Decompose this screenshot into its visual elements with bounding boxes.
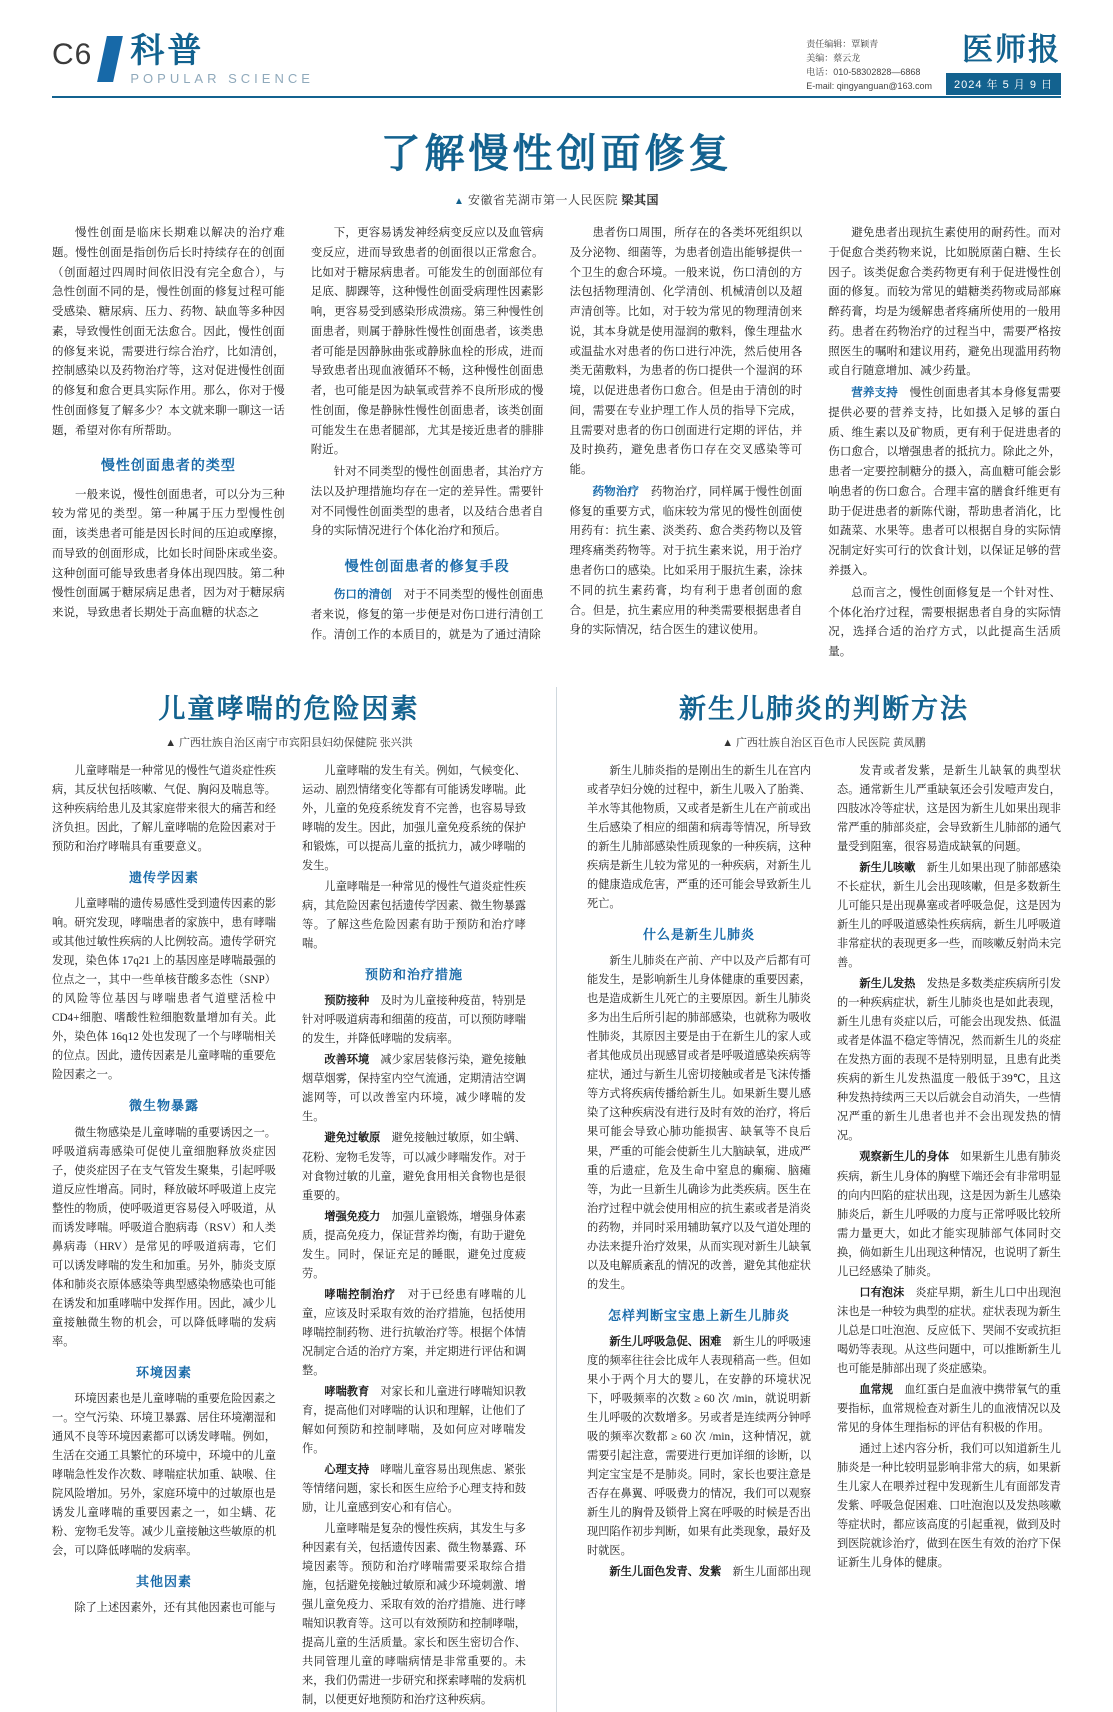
article-byline-affiliation: 广西壮族自治区百色市人民医院: [735, 736, 890, 749]
feature-byline: [0, 191, 1113, 208]
paragraph: 儿童哮喘是一种常见的慢性气道炎症性疾病，其危险因素包括遗传学因素、微生物暴露等。了解这些危险因素有助于预防和治疗哮喘。: [302, 881, 526, 951]
article-columns: [52, 762, 526, 1712]
section-mark-icon: [97, 36, 123, 82]
pneumonia-column-1: [587, 762, 811, 1584]
article-childhood-asthma: [52, 687, 526, 1712]
feature-column-2: [311, 224, 544, 665]
article-neonatal-pneumonia: [587, 687, 1061, 1712]
credit-line-4: E-mail: qingyanguan@163.com: [806, 80, 932, 91]
subheading-genetics: 遗传学因素: [128, 870, 199, 885]
subheading-how-to-judge: 怎样判断宝宝患上新生儿肺炎: [607, 1307, 790, 1323]
lead-in-improve-environment: 改善环境: [324, 1054, 370, 1067]
lead-in-psychological-support: 心理支持: [324, 1464, 370, 1476]
paragraph: 一般来说，慢性创面患者，可以分为三种较为常见的类型。第一种属于压力型慢性创面，该类患者可能是因长时间的压迫或摩擦，而导致的创面形成，比如长时间卧床或坐姿。这种创面可能导致患者身体出现四肢。第二种慢性创面属于糖尿病足患者，因为对于糖尿病来说，导致患者长期处于高血糖的状态之: [52, 488, 285, 620]
lead-in-nutrition-support: 营养支持: [851, 387, 898, 400]
article-title: 儿童哮喘的危险因素: [158, 693, 420, 724]
paragraph: 发青或者发紫，是新生儿缺氧的典型状态。通常新生儿严重缺氧还会引发噎声发白，四肢冰冷等症状，这是因为新生儿如果出现非常严重的肺部炎症，会导致新生儿肺部的通气量受到阻塞，很容易造成缺氧的问题。: [837, 764, 1061, 853]
feature-byline-author: 梁其国: [621, 193, 659, 207]
subheading-patient-types: 慢性创面患者的类型: [100, 457, 236, 474]
paragraph: 针对不同类型的慢性创面患者，其治疗方法以及护理措施均存在一定的差异性。需要针对不同慢性创面类型的患者，以及结合患者自身的实际情况进行个体化治疗和预后。: [310, 466, 544, 538]
section-title-cn: 科普: [130, 32, 205, 70]
subheading-repair-methods: 慢性创面患者的修复手段: [344, 558, 510, 575]
paragraph: 下，更容易诱发神经病变反应以及血管病变反应，进而导致患者的创面很以正常愈合。比如对于糖尿病患者。可能发生的创面部位有足底、脚踝等，这种慢性创面受病理性因素影响，更容易受到感染形成溃疡。第三种慢性创面患者，则属于静脉性慢性创面患者，该类患者可能是因静脉曲张或静脉血栓的形成，进而导致患者出现血液循环不畅，这种慢性创面患者，也可能是因为缺氧或营养不良所形成的慢性创面，像是静脉性慢性创面患者，该类创面可能发生在患者腿部，尤其是接近患者的腓腓附近。: [310, 227, 544, 457]
lead-in-mouth-foam: 口有泡沫: [859, 1286, 905, 1299]
credit-line-1: 责任编辑：覃颖青: [806, 39, 879, 49]
asthma-column-1: [52, 762, 276, 1712]
section-title-block: [130, 34, 314, 85]
paragraph-text: 避免接触过敏原，如尘螨、花粉、宠物毛发等，可以减少哮喘发作。对于对食物过敏的儿童，避免食用相关食物也是很重要的。: [302, 1132, 526, 1202]
feature-column-4: [828, 224, 1061, 665]
masthead-right: [806, 34, 1061, 95]
feature-columns: [52, 224, 1061, 665]
lead-in-drug-therapy: 药物治疗: [592, 485, 640, 498]
feature-byline-affiliation: 安徽省芜湖市第一人民医院: [467, 193, 618, 207]
subheading-other-factors: 其他因素: [135, 1574, 192, 1590]
paragraph: 儿童哮喘是一种常见的慢性气道炎症性疾病，其反状包括咳嗽、气促、胸闷及喘息等。这种疾病给患儿及其家庭带来很大的痛苦和经济负担。因此，了解儿童哮喘的危险因素对于预防和治疗哮喘具有重要意义。: [52, 764, 276, 853]
paragraph: 总而言之，慢性创面修复是一个针对性、个体化治疗过程，需要根据患者自身的实际情况，选择合适的治疗方式，以此提高生活质量。: [828, 586, 1061, 659]
paragraph: 环境因素也是儿童哮喘的重要危险因素之一。空气污染、环境卫暴露、居住环境潮湿和通风不良等环境因素都可以诱发哮喘。例如，生活在交通工具繁忙的环境中，环境中的儿童哮喘急性发作次数、哮喘症状加重、缺喉、住院风险增加。另外，家庭环境中的过敏原也是诱发儿童哮喘的重要因素之一，如尘螨、花粉、宠物毛发等。减少儿童接触这些敏原的机会，可以降低哮喘的发病率。: [52, 1392, 276, 1558]
paragraph: [302, 992, 526, 1049]
article-byline-author: 张兴洪: [379, 736, 413, 749]
paragraph-text: 药物治疗，同样属于慢性创面修复的重要方式，临床较为常见的慢性创面使用药有：抗生素、淡类药、愈合类药物以及管理疼痛类药物等。对于抗生素来说，用于治疗患者伤口的感染。比如采用于服抗生素，涂抹不同的抗生素药膏，均有利于患者创面的愈合。但是，抗生素应用的种类需要根据患者自身的实际情况，结合医生的建议使用。: [569, 485, 803, 637]
paragraph: [302, 1129, 526, 1205]
paragraph: [587, 1563, 811, 1582]
paragraph: 除了上述因素外，还有其他因素也可能与: [74, 1602, 276, 1615]
paragraph: [837, 859, 1061, 973]
paragraph-text: 新生儿如果出现了肺部感染不长症状，新生儿会出现咳嗽，但是多数新生儿可能只是出现鼻塞或者呼吸急促，这是因为新生儿的呼吸道感染性疾病病，新生儿呼吸道非常症状的表现更多一些，而咳嗽反射尚未完善。: [837, 862, 1061, 970]
lead-in-wound-debridement: 伤口的清创: [333, 589, 393, 602]
subheading-environment: 环境因素: [135, 1364, 192, 1380]
paragraph-text: 及时为儿童接种疫苗，特别是针对呼吸道病毒和细菌的疫苗，可以预防哮喘的发生，并降低哮喘的发病率。: [302, 995, 526, 1046]
paragraph-text: 减少家居装修污染，避免接触烟草烟雾，保持室内空气流通，定期清洁空调滤网等，可以改善室内环境，减少哮喘的发生。: [302, 1054, 526, 1124]
paragraph: [302, 1208, 526, 1284]
lead-in-blood-routine: 血常规: [859, 1383, 893, 1396]
credit-line-2: 美编：蔡云龙: [806, 52, 861, 63]
section-title-en: POPULAR SCIENCE: [130, 71, 314, 86]
triangle-icon: ▲: [722, 736, 734, 749]
lead-in-fever: 新生儿发热: [859, 978, 916, 991]
paragraph: 微生物感染是儿童哮喘的重要诱因之一。呼吸道病毒感染可促使儿童细胞释放炎症因子，使炎症因子在支气管发生聚集，引起呼吸道反应性增高。同时，释放破坏呼吸道上皮完整性的物质，使呼吸道更容易侵入呼吸道，从而诱发哮喘。呼吸道合胞病毒（RSV）和人类鼻病毒（HRV）是常见的呼吸道病毒，它们可以诱发哮喘的发生和加重。另外，肺炎支原体和肺炎衣原体感染等典型感染物感染也可能在诱发和加重哮喘中发挥作用。因此，减少儿童接触微生物的机会，可以降低哮喘的发病率。: [52, 1126, 276, 1348]
paragraph: [302, 1461, 526, 1518]
lead-in-asthma-control: 哮喘控制治疗: [324, 1288, 396, 1301]
article-byline-author: 黄凤鹏: [892, 736, 926, 749]
paragraph: [311, 586, 544, 645]
feature-column-3: [570, 224, 803, 665]
page-title: 了解慢性创面修复: [380, 132, 733, 176]
paragraph-text: 对家长和儿童进行哮喘知识教育，提高他们对哮喘的认识和理解，让他们了解如何预防和控制哮喘，及如何应对哮喘发作。: [302, 1385, 526, 1455]
paragraph-text: 新生儿的呼吸速度的频率往往会比成年人表现稍高一些。但如果小于两个月大的婴儿，在安静的环境状况下，呼吸频率的次数 ≥ 60 次 /min，就说明新生儿呼吸的次数增多。另或者是连续两分钟呼吸的频率次数都 ≥ 60 次 /min，这种情况，就需要引起注意，需要进行更加详细的诊断，以判定宝宝是不是肺炎。同时，家长也要注意是否存在鼻翼、呼吸费力的情况，我们可以观察新生儿的胸骨及锁骨上窝在呼吸的时候是否出现凹陷作初步判断，如果有此类现象，最好及时就医。: [587, 1335, 811, 1558]
article-columns: [587, 762, 1061, 1584]
lead-in-vaccination: 预防接种: [324, 995, 370, 1008]
paragraph: [302, 1286, 526, 1381]
paragraph: [587, 1333, 811, 1561]
paragraph-text: 加强儿童锻炼，增强身体素质，提高免疫力，保证营养均衡，有助于避免发生。同时，保证充足的睡眠，避免过度疲劳。: [302, 1210, 526, 1280]
pneumonia-column-2: [837, 762, 1061, 1584]
paragraph: [828, 384, 1061, 582]
paragraph-text: 对于不同类型的慢性创面患者来说，修复的第一步便是对伤口进行清创工作。清创工作的本质目的，就是为了通过清除: [310, 589, 544, 641]
paragraph: [302, 1383, 526, 1459]
subheading-what-is-neonatal-pneumonia: 什么是新生儿肺炎: [642, 927, 755, 943]
asthma-column-2: [302, 762, 526, 1712]
paragraph-text: 哮喘儿童容易出现焦虑、紧张等情绪问题，家长和医生应给予心理支持和鼓励，让儿童感到安心和有信心。: [302, 1464, 526, 1515]
paragraph-text: 血红蛋白是血液中携带氧气的重要指标，血常规检查对新生儿的血液情况以及常见的身体生理指标的评估有积极的作用。: [837, 1383, 1061, 1434]
paragraph: 通过上述内容分析，我们可以知道新生儿肺炎是一种比较明显影响非常大的病，如果新生儿家人在喂养过程中发现新生儿有面部发青发紫、呼吸急促困难、口吐泡泡以及发热咳嗽等症状时，都应该高度的引起重视，做到及时到医院就诊治疗，做到在医生有效的治疗下保证新生儿身体的健康。: [837, 1442, 1061, 1570]
lead-in-boost-immunity: 增强免疫力: [324, 1210, 381, 1223]
paragraph: 慢性创面是临床长期难以解决的治疗难题。慢性创面是指创伤后长时持续存在的创面（创面超过四周时间依旧没有完全愈合），与急性创面不同的是，慢性创面的修复过程可能受感染、糖尿病、压力、药物、缺血等多种因素，导致慢性创面无法愈合。因此，慢性创面的修复来说，需要进行综合治疗，比如清创，控制感染以及药物治疗等，这对促进慢性创面的修复和愈合更具实际作用。那么，你对于慢性创面修复了解多少？本文就来聊一聊这一话题，希望对你有所帮助。: [52, 227, 285, 437]
paragraph-text: 炎症早期，新生儿口中出现泡沫也是一种较为典型的症状。症状表现为新生儿总是口吐泡泡、反应低下、哭闹不安或抗拒喝奶等表现。从这些问题中，可以推断新生儿也可能是肺部出现了炎症感染。: [837, 1286, 1061, 1375]
paragraph: 儿童哮喘的发生有关。例如，气候变化、运动、剧烈情绪变化等都有可能诱发哮喘。此外，儿童的免疫系统发育不完善，也容易导致哮喘的发生。因此，加强儿童免疫系统的保护和锻炼，可以提高儿童的抵抗力，减少哮喘的发生。: [302, 764, 526, 872]
lead-in-asthma-education: 哮喘教育: [324, 1385, 370, 1398]
feature-column-1: [52, 224, 285, 665]
paragraph: [570, 483, 803, 641]
article-divider: [556, 687, 557, 1712]
article-byline: [587, 734, 1061, 750]
masthead-divider: [52, 96, 1061, 98]
paragraph: [837, 1148, 1061, 1281]
subheading-microbial-exposure: 微生物暴露: [128, 1098, 199, 1114]
lead-in-cough: 新生儿咳嗽: [859, 862, 916, 874]
paragraph: 儿童哮喘是复杂的慢性疾病，其发生与多种因素有关，包括遗传因素、微生物暴露、环境因素等。预防和治疗哮喘需要采取综合措施，包括避免接触过敏原和减少环境刺激、增强儿童免疫力、采取有效的治疗措施、进行哮喘知识教育等。这可以有效预防和控制哮喘，提高儿童的生活质量。家长和医生密切合作、共同管理儿童的哮喘病情是非常重要的。未来，我们仍需进一步研究和探索哮喘的发病机制，以便更好地预防和治疗这种疾病。: [302, 1523, 526, 1707]
lead-in-avoid-allergens: 避免过敏原: [324, 1132, 381, 1145]
paper-logo: [946, 34, 1061, 95]
paragraph: 儿童哮喘的遗传易感性受到遗传因素的影响。研究发现，哮喘患者的家族中，患有哮喘或其他过敏性疾病的人比例较高。遗传学研究发现，染色体 17q21 上的基因座是哮喘最强的位点之一，其中一些单核苷酸多态性（SNP）的风险等位基因与哮喘患者气道壁活检中CD4+细胞、嗜酸性粒细胞数量增加有关。此外，染色体 16q12 处也发现了一个与哮喘相关的位点。因此，遗传因素是儿童哮喘的重要危险因素之一。: [52, 898, 276, 1082]
triangle-icon: ▲: [165, 736, 177, 749]
credit-line-3: 电话：010-58302828—6868: [806, 66, 921, 77]
paragraph: [837, 1284, 1061, 1379]
publication-date: 2024 年 5 月 9 日: [946, 73, 1061, 95]
article-byline-affiliation: 广西壮族自治区南宁市宾阳县妇幼保健院: [178, 736, 377, 749]
paragraph: [837, 1381, 1061, 1438]
paper-title: 医师报: [962, 32, 1061, 67]
article-title: 新生儿肺炎的判断方法: [679, 693, 969, 724]
editor-credits: [806, 34, 932, 94]
lower-articles: [52, 687, 1061, 1712]
lead-in-rapid-breathing: 新生儿呼吸急促、困难: [609, 1335, 722, 1348]
paragraph-text: 对于已经患有哮喘的儿童，应该及时采取有效的治疗措施，包括使用哮喘控制药物、进行抗敏治疗等。根据个体情况制定合适的治疗方案，并定期进行评估和调整。: [302, 1288, 526, 1377]
lead-in-cyanosis: 新生儿面色发青、发紫: [609, 1566, 722, 1579]
article-byline: [52, 734, 526, 750]
paragraph: [837, 975, 1061, 1146]
triangle-icon: ▲: [454, 196, 465, 207]
paragraph-text: 新生儿面部出现: [732, 1566, 811, 1579]
subheading-prevention-treatment: 预防和治疗措施: [364, 967, 463, 983]
paragraph-text: 慢性创面患者其本身修复需要提供必要的营养支持，比如摄入足够的蛋白质、维生素以及矿物质，更有利于促进患者的伤口愈合，以增强患者的抵抗力。除此之外，患者一定要控制糖分的摄入，高血糖可能会影响患者的伤口愈合。合理丰富的膳食纤维更有助于促进患者的新陈代谢，帮助患者消化，比如蔬菜、水果等。患者可以根据自身的实际情况制定好实可行的饮食计划，以保证足够的营养摄入。: [828, 387, 1062, 578]
paragraph: 新生儿肺炎指的是刚出生的新生儿在宫内或者孕妇分娩的过程中，新生儿吸入了胎粪、羊水等其他物质，又或者是新生儿在产前或出生后感染了相应的细菌和病毒等情况，所导致的新生儿肺部感染性质现象的一种疾病，这种疾病是新生儿较为常见的一种疾病，对新生儿的健康造成危害，严重的还可能会导致新生儿死亡。: [587, 764, 811, 911]
lead-in-observe-body: 观察新生儿的身体: [859, 1151, 949, 1164]
paragraph: [302, 1051, 526, 1127]
paragraph: 新生儿肺炎在产前、产中以及产后都有可能发生，是影响新生儿身体健康的重要因素，也是造成新生儿死亡的主要原因。新生儿肺炎多为出生后所引起的肺部感染，也就称为吸收性肺炎，其原因主要是由于在新生儿的家人或者其他成员出现感冒或者是呼吸道感染疾病等症状，通过与新生儿密切接触或者是飞沫传播等方式将疾病传播给新生儿。如果新生婴儿感染了这种疾病没有进行及时有效的治疗，将后果可能会导致心肺功能损害、缺氧等不良后果，严重的可能会使新生儿大脑缺氧，进成严重的后遗症，危及生命中窒息的癫痫、脑瘫等，为此一旦新生儿确诊为此类疾病。医生在治疗过程中就会使用相应的抗生素或者是消炎的药物，并同时采用辅助氧疗以及气道处理的办法来提升治疗效果，从而实现对新生儿缺氧以及电解质紊乱的情况的改善，避免其他症状的发生。: [587, 955, 811, 1291]
page-number: C6: [52, 38, 93, 71]
paragraph-text: 如果新生儿患有肺炎疾病，新生儿身体的胸壁下端还会有非常明显的向内凹陷的症状出现，这是因为新生儿感染肺炎后，新生儿呼吸的力度与正常呼吸比较所需力量更大，如此才能实现肺部气体同时交换，倘如新生儿出现这种情况，也说明了新生儿已经感染了肺炎。: [837, 1151, 1061, 1278]
paragraph-text: 发热是多数类症疾病所引发的一种疾病症状，新生儿肺炎也是如此表现，新生儿患有炎症以后，可能会出现发热、低温或者是体温不稳定等情况，然而新生儿的炎症在发热方面的表现不是特别明显，且患有此类疾病的新生儿发热温度一般低于39℃，且这种发热持续两三天以后就会自动消失，一些情况严重的新生儿患者也并不会出现发热的情况。: [837, 978, 1061, 1143]
feature-headline-block: [0, 122, 1113, 208]
paragraph: 患者伤口周围，所存在的各类坏死组织以及分泌物、细菌等，为患者创造出能够提供一个卫生的愈合环境。一般来说，伤口清创的方法包括物理清创、化学清创、机械清创以及超声清创等。比如，对于较为常见的物理清创来说，其本身就是使用湿润的敷料，像生理盐水或温盐水对患者的伤口进行冲洗，然后使用各类无菌敷料，为患者的伤口提供一个湿润的环境，以促进患者伤口愈合。但是由于清创的时间，需要在专业护理工作人员的指导下完成，且需要对患者的伤口创面进行定期的评估，并及时换药，避免患者伤口存在交叉感染等可能。: [569, 227, 803, 477]
paragraph: 避免患者出现抗生素使用的耐药性。而对于促愈合类药物来说，比如脱原菌白糖、生长因子。该类促愈合类药物更有利于促进慢性创面的修复。而较为常见的蜡糖类药物或局部麻醉药膏，均是为缓解患者疼痛所使用的一般用药。患者在药物治疗的过程当中，需要严格按照医生的嘱咐和建议用药，避免出现滥用药物或自行随意增加、减少药量。: [828, 227, 1061, 378]
masthead: [0, 0, 1113, 92]
